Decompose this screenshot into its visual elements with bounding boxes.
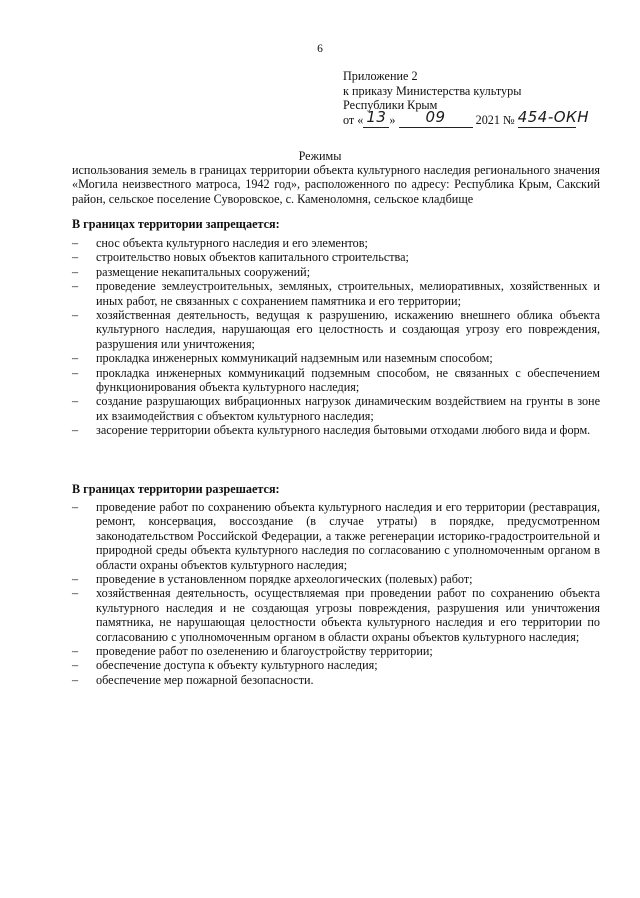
- list-item: – проведение землеустроительных, земляных, строительных, мелиоративных, хозяйственных и иных работ, не связанных с сохранением памятника и его территории;: [72, 279, 600, 308]
- date-prefix: от «: [343, 112, 364, 127]
- handwritten-day: 13: [366, 107, 387, 126]
- bullet-dash: –: [72, 264, 79, 279]
- list-item: – хозяйственная деятельность, осуществляемая при проведении работ по сохранению объекта культурного наследия и не создающая угрозы повреждения, разрушения или уничтожения памятника, не нарушающая целостности объекта культурного наследия и его территории по согласованию с уполномоченным органом в области охраны объектов культурного наследия;: [72, 586, 600, 644]
- list-item: – размещение некапитальных сооружений;: [72, 264, 311, 279]
- allowed-heading: В границах территории разрешается:: [72, 482, 280, 496]
- bullet-dash: –: [72, 572, 79, 587]
- appendix-line-1: Приложение 2: [343, 69, 418, 83]
- list-item: – проведение в установленном порядке археологических (полевых) работ;: [72, 572, 473, 587]
- list-item: – проведение работ по сохранению объекта культурного наследия и его территории (реставрация, ремонт, консервация, воссоздание (в случае утраты) в порядке, предусмотренном законодательством Российской Федерации, а также регенерации историко-градостроительной и природной среды объекта культурного наследия по согласованию с уполномоченным органом в области охраны объектов культурного наследия;: [72, 500, 600, 572]
- bullet-dash: –: [72, 308, 79, 323]
- list-item: – проведение работ по озеленению и благоустройству территории;: [72, 644, 433, 659]
- handwritten-order-number: 454-ОКН: [517, 107, 589, 126]
- document-title: Режимы: [298, 149, 342, 163]
- bullet-dash: –: [72, 644, 79, 659]
- appendix-line-2: к приказу Министерства культуры: [343, 83, 522, 98]
- date-year: 2021 №: [475, 112, 515, 127]
- bullet-dash: –: [72, 672, 79, 687]
- list-item: – снос объекта культурного наследия и его элементов;: [72, 236, 368, 250]
- appendix-line-3: Республики Крым: [343, 98, 438, 113]
- bullet-dash: –: [72, 586, 79, 601]
- list-item: – прокладка инженерных коммуникаций надземным или наземным способом;: [72, 351, 493, 366]
- bullet-dash: –: [72, 351, 79, 366]
- prohibited-heading: В границах территории запрещается:: [72, 217, 280, 231]
- bullet-dash: –: [72, 423, 79, 438]
- bullet-dash: –: [72, 394, 79, 409]
- order-date-line: [343, 107, 613, 128]
- bullet-dash: –: [72, 500, 79, 514]
- list-item: – обеспечение мер пожарной безопасности.: [72, 672, 314, 687]
- bullet-dash: –: [72, 279, 79, 294]
- list-item: – создание разрушающих вибрационных нагрузок динамическим воздействием на грунты в зоне их взаимодействия с объектом культурного наследия;: [72, 394, 600, 423]
- handwritten-month: 09: [425, 107, 446, 126]
- list-item: – засорение территории объекта культурного наследия бытовыми отходами любого вида и форм.: [72, 423, 591, 438]
- bullet-dash: –: [72, 250, 79, 265]
- allowed-list: [72, 500, 600, 687]
- list-item: – прокладка инженерных коммуникаций подземным способом, не связанных с обеспечением функционирования объекта культурного наследия;: [72, 365, 600, 395]
- list-item: – хозяйственная деятельность, ведущая к разрушению, искажению внешнего облика объекта культурного наследия, нарушающая его целостность и создающая угрозу его повреждения, разрушения или уничтожения;: [72, 308, 600, 351]
- bullet-dash: –: [72, 365, 79, 380]
- bullet-dash: –: [72, 658, 79, 673]
- appendix-header: [343, 69, 613, 128]
- prohibited-list: [72, 236, 600, 438]
- bullet-dash: –: [72, 236, 79, 250]
- list-item: – обеспечение доступа к объекту культурного наследия;: [72, 658, 378, 673]
- document-subtitle: использования земель в границах территории объекта культурного наследия регионального значения «Могила неизвестного матроса, 1942 год», расположенного по адресу: Республика Крым, Сакский район, сельское поселение Суворовское, с. Каменоломня, сельское кладбище: [72, 163, 600, 206]
- list-item: – строительство новых объектов капитального строительства;: [72, 250, 409, 265]
- page-number: 6: [317, 43, 323, 55]
- date-mid: »: [389, 112, 396, 127]
